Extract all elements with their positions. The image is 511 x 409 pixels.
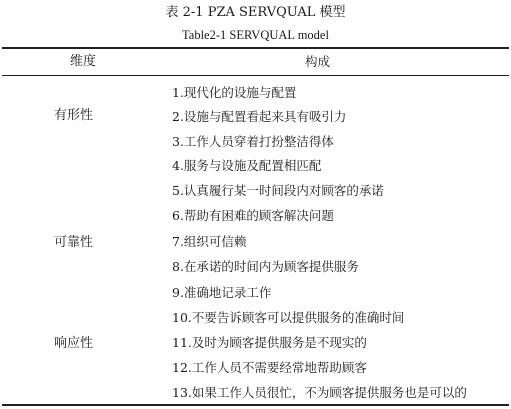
table-row: 5.认真履行某一时间段内对顾客的承诺 <box>172 183 384 198</box>
table-row: 4.服务与设施及配置相匹配 <box>172 158 322 173</box>
header-rule <box>2 75 509 76</box>
table-row: 7.组织可信赖 <box>172 234 247 249</box>
table-row: 2.设施与配置看起来具有吸引力 <box>172 109 347 124</box>
table-row: 1.现代化的设施与配置 <box>172 85 297 100</box>
table-row: 12.工作人员不需要经常地帮助顾客 <box>172 360 367 375</box>
table-row: 6.帮助有困难的顾客解决问题 <box>172 208 334 223</box>
header-items: 构成 <box>305 54 331 69</box>
table-row: 11.及时为顾客提供服务是不现实的 <box>172 335 367 350</box>
table-row: 13.如果工作人员很忙，不为顾客提供服务也是可以的 <box>172 385 467 400</box>
dimension-responsiveness: 响应性 <box>54 336 94 351</box>
bottom-rule <box>2 404 509 406</box>
table-title-english: Table2-1 SERVQUAL model <box>182 28 329 42</box>
table-row: 8.在承诺的时间内为顾客提供服务 <box>172 259 359 274</box>
top-rule <box>2 47 509 49</box>
dimension-tangibility: 有形性 <box>54 108 94 123</box>
header-dimension: 维度 <box>70 54 97 69</box>
table-row: 9.准确地记录工作 <box>172 285 272 300</box>
table-row: 10.不要告诉顾客可以提供服务的准确时间 <box>172 310 405 325</box>
dimension-reliability: 可靠性 <box>54 235 94 250</box>
table-row: 3.工作人员穿着打扮整洁得体 <box>172 134 334 149</box>
table-title-chinese: 表 2-1 PZA SERVQUAL 模型 <box>165 5 346 20</box>
